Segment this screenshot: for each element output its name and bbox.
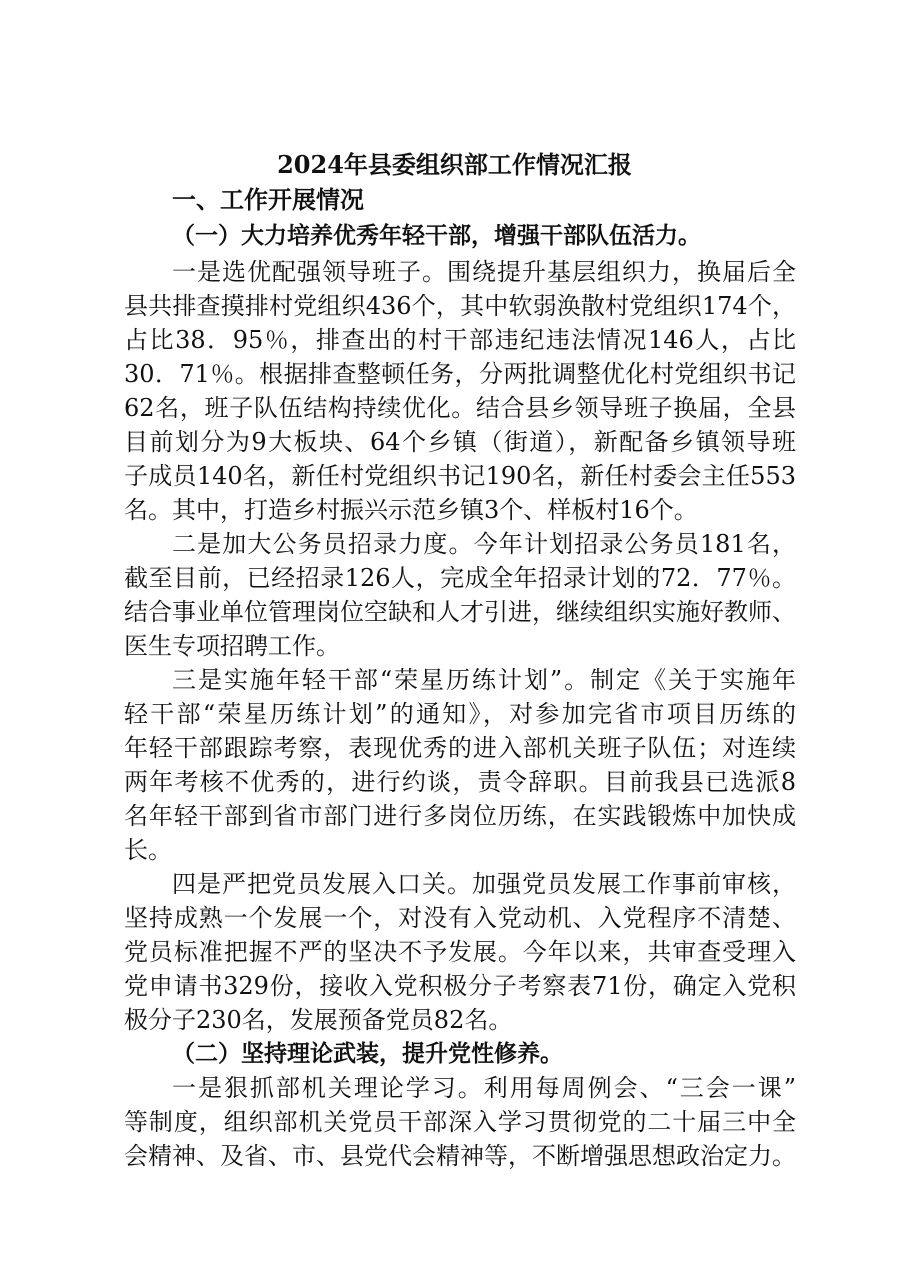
paragraph-line: 名。其中，打造乡村振兴示范乡镇3个、样板村16个。 [124,496,698,524]
paragraph-line: 党申请书329份，接收入党积极分子考察表71份，确定入党积 [124,972,796,1000]
paragraph-line: 县共排查摸排村党组织436个，其中软弱涣散村党组织174个， [124,292,796,320]
paragraph-line: 子成员140名，新任村党组织书记190名，新任村委会主任553 [124,462,796,490]
paragraph-line: 结合事业单位管理岗位空缺和人才引进，继续组织实施好教师、 [124,598,796,626]
subsection-heading-1: （一）大力培养优秀年轻干部，增强干部队伍活力。 [172,222,701,249]
subsection-heading-2: （二）坚持理论武装，提升党性修养。 [172,1040,563,1067]
paragraph-line: 等制度，组织部机关党员干部深入学习贯彻党的二十届三中全 [124,1108,796,1136]
paragraph-line: 62名，班子队伍结构持续优化。结合县乡领导班子换届，全县 [124,394,796,422]
paragraph-line: 长。 [124,836,172,864]
paragraph-line: 两年考核不优秀的，进行约谈，责令辞职。目前我县已选派8 [124,768,796,796]
paragraph-line: 轻干部“荣星历练计划”的通知》，对参加完省市项目历练的 [124,700,796,728]
paragraph-line: 30．71％。根据排查整顿任务，分两批调整优化村党组织书记 [124,360,796,388]
paragraph-line: 会精神、及省、市、县党代会精神等，不断增强思想政治定力。 [124,1142,796,1170]
paragraph-line: 目前划分为9大板块、64个乡镇（街道），新配备乡镇领导班 [124,428,796,456]
paragraph-line: 二是加大公务员招录力度。今年计划招录公务员181名， [172,530,796,558]
paragraph-line: 一是狠抓部机关理论学习。利用每周例会、“三会一课” [172,1074,796,1102]
paragraph-line: 医生专项招聘工作。 [124,632,340,660]
paragraph-line: 党员标准把握不严的坚决不予发展。今年以来，共审查受理入 [124,938,796,966]
document-title: 2024年县委组织部工作情况汇报 [277,150,632,179]
paragraph-line: 极分子230名，发展预备党员82名。 [124,1006,513,1034]
paragraph-line: 三是实施年轻干部“荣星历练计划”。制定《关于实施年 [172,666,796,694]
paragraph-line: 年轻干部跟踪考察，表现优秀的进入部机关班子队伍；对连续 [124,734,796,762]
paragraph-line: 名年轻干部到省市部门进行多岗位历练，在实践锻炼中加快成 [124,802,796,830]
paragraph-line: 占比38．95％，排查出的村干部违纪违法情况146人，占比 [124,326,796,354]
paragraph-line: 截至目前，已经招录126人，完成全年招录计划的72．77％。 [124,564,796,592]
paragraph-line: 四是严把党员发展入口关。加强党员发展工作事前审核， [172,870,796,898]
paragraph-line: 一是选优配强领导班子。围绕提升基层组织力，换届后全 [172,258,796,286]
paragraph-line: 坚持成熟一个发展一个，对没有入党动机、入党程序不清楚、 [124,904,796,932]
section-heading-1: 一、工作开展情况 [172,186,364,214]
